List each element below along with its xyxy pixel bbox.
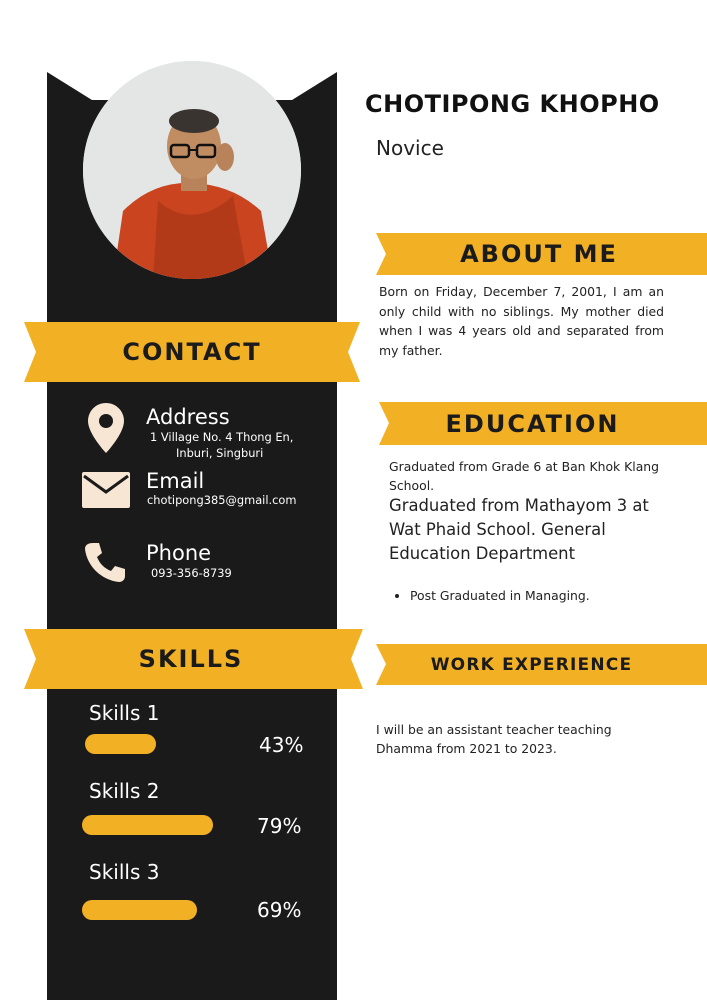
skill-label: Skills 3 xyxy=(89,860,160,884)
skills-heading xyxy=(24,629,363,689)
profile-photo xyxy=(83,61,301,279)
education-title: EDUCATION xyxy=(445,409,620,438)
education-bullet: • Post Graduated in Managing. xyxy=(410,586,590,606)
address-label: Address xyxy=(146,405,230,429)
address-line-2: Inburi, Singburi xyxy=(176,446,264,460)
skill-bar xyxy=(82,900,197,920)
education-line-1: Graduated from Grade 6 at Ban Khok Klang School. xyxy=(389,459,660,493)
skill-bar xyxy=(85,734,156,754)
work-experience-heading xyxy=(376,644,707,685)
location-pin-icon xyxy=(87,402,125,454)
profile-name: CHOTIPONG KHOPHO xyxy=(365,90,660,118)
skill-percent: 69% xyxy=(257,898,302,922)
skill-label: Skills 1 xyxy=(89,701,160,725)
about-me-title: ABOUT ME xyxy=(460,240,618,268)
education-heading xyxy=(379,402,707,445)
phone-label: Phone xyxy=(146,541,212,565)
profile-role: Novice xyxy=(376,136,444,160)
skill-label: Skills 2 xyxy=(89,779,160,803)
email-label: Email xyxy=(146,469,205,493)
phone-icon xyxy=(84,541,126,583)
skill-percent: 79% xyxy=(257,814,302,838)
address-line-1: 1 Village No. 4 Thong En, xyxy=(150,430,294,444)
envelope-icon xyxy=(82,472,130,508)
about-me-text: Born on Friday, December 7, 2001, I am an only child with no siblings. My mother died when I was 4 years old and separated from my father. xyxy=(379,284,664,358)
work-experience-title: WORK EXPERIENCE xyxy=(430,654,633,675)
contact-title: CONTACT xyxy=(122,338,262,366)
about-me-heading xyxy=(376,233,707,275)
skills-title: SKILLS xyxy=(138,645,244,673)
skill-percent: 43% xyxy=(259,733,304,757)
education-list xyxy=(389,586,590,606)
email-value: chotipong385@gmail.com xyxy=(147,493,297,507)
contact-heading xyxy=(24,322,360,382)
education-line-2: Graduated from Mathayom 3 at Wat Phaid School. General Education Department xyxy=(389,496,649,563)
skill-bar xyxy=(82,815,213,835)
work-experience-text: I will be an assistant teacher teaching Dhamma from 2021 to 2023. xyxy=(376,722,612,756)
phone-value: 093-356-8739 xyxy=(151,566,232,580)
